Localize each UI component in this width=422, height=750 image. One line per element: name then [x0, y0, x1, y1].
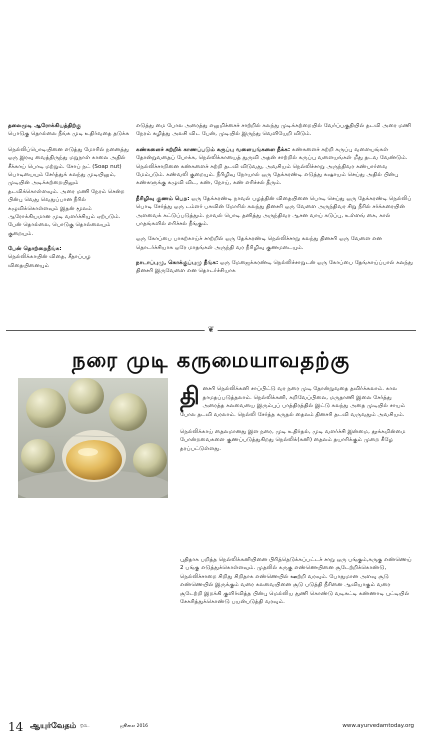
issue-date: ஜூலை 2016: [120, 724, 149, 729]
article-headline: நரை முடி கருமையாவதற்கு: [71, 348, 351, 372]
article-paragraph-2: நெல்லிக்காய் தைலமானது இள நரை, முடி உதிர்தல், முடி வளர்ச்சி இன்மை, தூக்கமின்மை போன்றவைகளை குணப்படுத்துகிறது நெல்லிக்(கனி) தைலம் தயாரிக்கும் முறை கீழே தரப்பட்டுள்ளது.: [180, 428, 406, 452]
diabetes-body: ஒரு தேக்கரண்டி நாவல் பழத்தின் விதையினை பொடி செய்து ஒரு தேக்கரண்டி நெல்லிப் பொடி சேர்த்து ஒரு டம்ளர் பசுவின் மோரில் கலந்து தினசரி ஒரு வேளை அருந்திவர சிறு நீரில் சர்க்கரையின் அளவைக் கட்டுப்படுத்தும். நாவல் பொடி தனித்து அருந்திவர ஆசன வாய் கடுப்பு, உள்ளங் கை, கால் பாதங்களில் எரிச்சல் நீங்கும்.: [136, 195, 412, 227]
article-paragraph-1-text: னசரி நெல்லிக்கனி சாப்பிட்டு வர நரை முடி தோன்றுவதை தவிர்க்கலாம். கால தாமதப்படுத்தலாம். நெல்லிக்கனி, கறிவேப்பிலை, மருதாணி இலை சேர்த்து அரைத்த கலவையை இரும்புப் பாத்திரத்தில் இட்டு கலந்து அதை முடியில் சாயம் போல தடவி வரலாம். நெல்லி சேர்த்த கருதல் தைலம் தினசரி தடவி வருவதும் அவசியம்.: [180, 386, 406, 418]
left-column: [8, 122, 130, 277]
amla-hair-wash-paragraph: நெல்லிப்பொடியினை எடுத்து மோரில் நனைத்து ஒரு இரவு வைத்திருந்து மறுநாள் காலை அதில் சீக்காய் பொடி மற்றும். சோப் நட் (Soap nut) பொடியையும் சேர்த்துக் கலந்து முடியிலும், முடியின் அடிக்கற்றையிலும் தடவிக்கொள்ளவும். அரை மணி நேரம் சென்ற பின்பு வெது வெதுப்பான நீரில் கழுவிக்கொள்ளவும் இதன் மூலம் ஆரோக்கியமான முடி வளர்ச்சியும் ஏற்படும். பேன் தொல்லை, பொடுகு தொல்லையும் குறையும்.: [8, 146, 129, 237]
diabetes-title: நீரிழிவு குணம் பெற:: [136, 195, 190, 202]
article-paragraph-3: புதிதாக பறித்த நெல்லிக்கனியினை பிரித்தெடுக்கப்பட்டச் சாறு ஒரு பங்கும்,கருகு எண்ணெய் 2 பங்கு எடுத்துக்கொள்ளவும். முதலில் கருகு எண்ணெயினை சூடேற்றிக்கொண்டு, நெல்லிச்சாறை சிறிது சிறிதாக எண்ணெயில் ஊற்றி வரவும். போதுமான அளவு சூடு எண்ணெயில் இருக்கும் வரை கலவையினை சூடு படுத்தி நீரினை ஆவியாகும் வரை சூடேற்றி இறக்கி குளிர்வித்த பின்பு மெல்லிய துணி கொண்டு வடிகட்டி கண்ணாடி புட்டியில் சேகரித்துக்கொண்டு பயன்படுத்தி வரவும்.: [180, 557, 412, 605]
lice-body: நெல்லிக்காயின் விதை, சீதாப்பழ விதையினையும்: [8, 254, 91, 269]
hair-health-body: பொடுகு தொல்லை நீங்க முடி உதிர்வதை தடுக்க: [8, 131, 130, 138]
worms-title: நாடாப்புழு, கொக்குப்புழு நீங்க:: [136, 260, 219, 267]
article-paragraph-1: [180, 382, 412, 420]
page-footer: [8, 720, 414, 734]
bitter-gourd-paragraph: ஒரு கோப்பை பாகற்காய்ச் சாற்றில் ஒரு தேக்கரண்டி நெல்லிச்சாறு கலந்து தினசரி ஒரு வேளை என தொடர்ச்சியாக ஒரே மாதங்கள் அருந்தி வர நீரிழிவு குணமடையும்.: [136, 236, 382, 251]
divider-ornament: ❦: [205, 325, 218, 334]
section-divider: [6, 327, 416, 335]
dark-circles-title: கண்களைச் சுற்றிக் காணப்படும் கருப்பு வளையங்களை நீக்க:: [136, 146, 291, 153]
article-intro: [180, 382, 412, 462]
lice-continued-paragraph: எடுத்து மை போல அரைத்து எலுமிச்சைச் சாற்றில் கலந்து முடிக்கற்றையில் வேர்ப்பகுதியில் தடவி அரை மணி நேரம் கழித்து அலசி விட பேன், முடியில் இருந்து வெளியேறி விடும்.: [136, 123, 412, 138]
lice-title: பேன் தொற்றைநீங்க:: [8, 246, 62, 253]
dark-circles-section: [136, 146, 414, 188]
page-number: 14: [8, 720, 24, 734]
diabetes-section: [136, 195, 414, 229]
drop-cap: தி: [180, 382, 200, 410]
article-body: [180, 556, 412, 613]
magazine-name: ஆயுர்வேதம்: [30, 721, 77, 730]
right-column: [136, 122, 414, 283]
magazine-subtitle: டுடே: [80, 723, 90, 728]
website-url: www.ayurvedamtoday.org: [342, 723, 414, 729]
amla-oil-photo: [18, 378, 168, 498]
worms-section: [136, 259, 414, 276]
hair-health-title: தலைமுடி ஆரோக்கியத்திற்கு: [8, 123, 81, 129]
hair-health-section: [8, 122, 130, 139]
worms-body: ஒரு மேஜைக்கரண்டி நெல்லிச்சாறுடன் ஒரு கோப்பை தேங்காய்ப்பால் கலந்து தினசரி இருவேளை என தொடர்ச்சியாக: [136, 260, 413, 275]
amla-fruit-illustration: [18, 378, 168, 498]
lice-section: [8, 245, 130, 270]
dark-circles-body: கண்களைச் சுற்றி கருப்பு வளையங்கள் தோன்றுவதைப் போக்க, நெல்லிக்காயைத் துருவி அதன் சாற்றில் கருப்பு வளையங்கள் மீது தடவ வேண்டும். நெல்லிச்சாறினை கண்களைச் சுற்றி தடவி விடுவது, அவசியம் நெல்லிச்சாறு அருந்திவர கண்பார்வை மேம்படும். கண்வலி குறையும். நீரிழிவு நோயால் ஒரு தேக்கரண்டி எடுத்து கஷாயம் செய்து அதில் பின்பு கண்களுக்கு கழுவி விட, கண், நோய், கண் எரிச்சல் தீரும்.: [136, 146, 408, 187]
